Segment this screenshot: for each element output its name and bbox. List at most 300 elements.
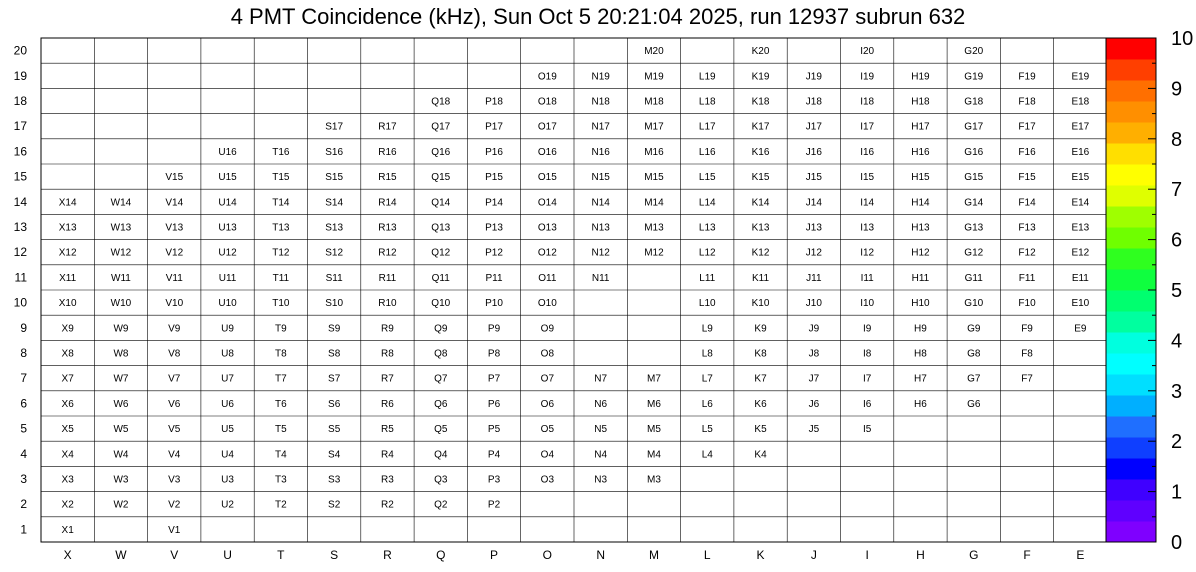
cell-label-P17: P17 <box>485 121 503 133</box>
cell-label-H17: H17 <box>911 121 930 133</box>
cell-label-G8: G8 <box>967 348 981 360</box>
cell-label-W10: W10 <box>110 298 132 310</box>
cell-label-H16: H16 <box>911 146 930 158</box>
cell-label-M3: M3 <box>646 474 661 486</box>
cell-label-U4: U4 <box>221 449 234 461</box>
cell-label-J16: J16 <box>805 146 822 158</box>
cell-label-G12: G12 <box>964 247 984 259</box>
cell-label-P15: P15 <box>485 172 503 184</box>
color-scale-tick-label: 10 <box>1171 28 1194 50</box>
cell-label-F12: F12 <box>1018 247 1036 259</box>
cell-label-P16: P16 <box>485 146 503 158</box>
color-scale-band <box>1106 437 1156 459</box>
cell-label-T12: T12 <box>272 247 290 259</box>
cell-label-W12: W12 <box>110 247 132 259</box>
x-tick-label: O <box>542 548 553 562</box>
cell-label-Q14: Q14 <box>431 197 451 209</box>
cell-label-S7: S7 <box>328 373 341 385</box>
cell-label-I10: I10 <box>860 298 875 310</box>
cell-label-H10: H10 <box>911 298 930 310</box>
cell-label-K7: K7 <box>754 373 767 385</box>
cell-label-U14: U14 <box>218 197 237 209</box>
cell-label-P8: P8 <box>487 348 501 360</box>
cell-label-L6: L6 <box>701 398 713 410</box>
cell-label-V11: V11 <box>165 272 183 284</box>
x-tick-label: F <box>1023 548 1031 562</box>
cell-label-K9: K9 <box>754 323 767 335</box>
cell-label-F19: F19 <box>1018 71 1036 83</box>
cell-label-F16: F16 <box>1018 146 1036 158</box>
cell-label-Q15: Q15 <box>431 172 451 184</box>
cell-label-Q7: Q7 <box>434 373 448 385</box>
cell-label-L11: L11 <box>699 272 716 284</box>
cell-label-E16: E16 <box>1071 146 1090 158</box>
cell-label-U5: U5 <box>221 424 234 436</box>
cell-label-W2: W2 <box>113 499 129 511</box>
cell-label-T8: T8 <box>275 348 287 360</box>
cell-label-L14: L14 <box>698 197 716 209</box>
cell-label-W3: W3 <box>113 474 129 486</box>
cell-label-Q13: Q13 <box>431 222 451 234</box>
cell-label-H13: H13 <box>911 222 930 234</box>
cell-label-M14: M14 <box>644 197 664 209</box>
cell-label-H12: H12 <box>911 247 930 259</box>
cell-label-J18: J18 <box>805 96 822 108</box>
cell-label-T3: T3 <box>275 474 287 486</box>
cell-label-W14: W14 <box>110 197 132 209</box>
cell-label-X9: X9 <box>61 323 74 335</box>
cell-label-W11: W11 <box>111 272 131 284</box>
x-tick-label: E <box>1076 548 1085 562</box>
color-scale-band <box>1106 122 1156 144</box>
cell-label-U11: U11 <box>218 272 237 284</box>
cell-label-N3: N3 <box>594 474 608 486</box>
cell-label-L17: L17 <box>698 121 716 133</box>
cell-label-W8: W8 <box>113 348 129 360</box>
cell-label-F15: F15 <box>1018 172 1036 184</box>
color-scale-band <box>1106 374 1156 396</box>
cell-label-W7: W7 <box>113 373 129 385</box>
cell-label-O9: O9 <box>540 323 555 335</box>
cell-label-M19: M19 <box>644 71 664 83</box>
cell-label-I11: I11 <box>860 272 874 284</box>
cell-label-L18: L18 <box>698 96 716 108</box>
cell-label-R2: R2 <box>381 499 394 511</box>
cell-label-O16: O16 <box>537 146 557 158</box>
cell-label-R9: R9 <box>381 323 394 335</box>
color-scale-band <box>1106 59 1156 81</box>
x-tick-label: H <box>916 548 925 562</box>
cell-label-I5: I5 <box>862 424 872 436</box>
color-scale-tick-label: 4 <box>1171 330 1183 353</box>
cell-label-U6: U6 <box>221 398 234 410</box>
cell-label-N19: N19 <box>591 71 610 83</box>
cell-label-S6: S6 <box>328 398 341 410</box>
cell-label-Q4: Q4 <box>434 449 448 461</box>
cell-label-V10: V10 <box>165 298 184 310</box>
cell-label-J9: J9 <box>808 323 820 335</box>
cell-label-X3: X3 <box>61 474 74 486</box>
cell-label-J17: J17 <box>805 121 822 133</box>
cell-label-E14: E14 <box>1071 197 1090 209</box>
cell-label-I15: I15 <box>860 172 875 184</box>
cell-label-R12: R12 <box>378 247 397 259</box>
y-tick-label: 4 <box>20 446 27 461</box>
cell-label-K4: K4 <box>754 449 767 461</box>
cell-label-Q11: Q11 <box>431 272 450 284</box>
cell-label-F13: F13 <box>1018 222 1036 234</box>
color-scale-band <box>1106 227 1156 249</box>
cell-label-P2: P2 <box>487 499 501 511</box>
cell-label-F11: F11 <box>1018 272 1036 284</box>
cell-label-X7: X7 <box>61 373 74 385</box>
cell-label-L10: L10 <box>698 298 716 310</box>
cell-label-P3: P3 <box>487 474 501 486</box>
color-scale-band <box>1106 80 1156 102</box>
cell-label-M5: M5 <box>646 424 661 436</box>
x-tick-label: S <box>330 548 339 562</box>
chart-title: 4 PMT Coincidence (kHz), Sun Oct 5 20:21:04 2025, run 12937 subrun 632 <box>230 4 966 29</box>
cell-label-H19: H19 <box>911 71 930 83</box>
x-axis <box>64 548 1085 562</box>
cell-label-N14: N14 <box>591 197 610 209</box>
cell-label-X4: X4 <box>61 449 74 461</box>
x-tick-label: J <box>810 548 817 562</box>
y-tick-label: 18 <box>13 94 27 108</box>
cell-label-K12: K12 <box>751 247 770 259</box>
cell-label-N6: N6 <box>594 398 608 410</box>
cell-label-I14: I14 <box>860 197 875 209</box>
color-scale-band <box>1106 164 1156 186</box>
cell-label-V1: V1 <box>168 524 181 536</box>
cell-label-S3: S3 <box>328 474 341 486</box>
cell-label-G15: G15 <box>964 172 984 184</box>
cell-label-U7: U7 <box>221 373 234 385</box>
cell-label-T16: T16 <box>272 146 290 158</box>
cell-label-O13: O13 <box>537 222 557 234</box>
cell-label-E11: E11 <box>1071 272 1089 284</box>
cell-label-R11: R11 <box>378 272 397 284</box>
cell-label-J15: J15 <box>805 172 822 184</box>
cell-label-I7: I7 <box>862 373 872 385</box>
cell-label-I16: I16 <box>860 146 875 158</box>
cell-label-S9: S9 <box>328 323 341 335</box>
cell-label-M12: M12 <box>644 247 664 259</box>
cell-label-U12: U12 <box>218 247 237 259</box>
color-scale-band <box>1106 269 1156 291</box>
y-tick-label: 12 <box>13 245 27 260</box>
cell-label-N15: N15 <box>591 172 610 184</box>
x-tick-label: G <box>969 548 979 562</box>
cell-label-O12: O12 <box>537 247 557 259</box>
cell-label-K15: K15 <box>751 172 770 184</box>
cell-label-K13: K13 <box>751 222 770 234</box>
cell-label-R14: R14 <box>378 197 397 209</box>
cell-label-R8: R8 <box>381 348 394 360</box>
cell-label-J19: J19 <box>805 71 822 83</box>
cell-label-O7: O7 <box>540 373 555 385</box>
cell-label-N5: N5 <box>594 424 608 436</box>
cell-label-M15: M15 <box>644 172 664 184</box>
cell-label-O3: O3 <box>540 474 555 486</box>
cell-label-P4: P4 <box>487 449 501 461</box>
cell-label-Q2: Q2 <box>434 499 448 511</box>
cell-label-H14: H14 <box>911 197 930 209</box>
x-tick-label: U <box>223 548 232 562</box>
x-tick-label: L <box>703 548 711 562</box>
cell-label-Q6: Q6 <box>434 398 448 410</box>
cell-label-H15: H15 <box>911 172 930 184</box>
cell-label-U2: U2 <box>221 499 234 511</box>
color-scale-tick-label: 2 <box>1171 431 1183 454</box>
cell-label-F14: F14 <box>1018 197 1036 209</box>
cell-label-K10: K10 <box>751 298 770 310</box>
x-tick-label: M <box>648 548 659 562</box>
x-tick-label: R <box>383 548 392 562</box>
cell-label-K8: K8 <box>754 348 767 360</box>
cell-label-W5: W5 <box>113 424 129 436</box>
cell-label-T15: T15 <box>272 172 290 184</box>
cell-label-X12: X12 <box>58 247 77 259</box>
cell-label-V5: V5 <box>168 424 181 436</box>
cell-label-S16: S16 <box>325 146 344 158</box>
cell-label-G19: G19 <box>964 71 984 83</box>
cell-label-H6: H6 <box>914 398 927 410</box>
cell-label-L8: L8 <box>701 348 713 360</box>
cell-label-F9: F9 <box>1021 323 1033 335</box>
cell-label-K16: K16 <box>751 146 770 158</box>
cell-label-G10: G10 <box>964 298 984 310</box>
cell-label-R6: R6 <box>381 398 394 410</box>
cell-label-E15: E15 <box>1071 172 1090 184</box>
color-scale-band <box>1106 353 1156 375</box>
cell-label-V13: V13 <box>165 222 184 234</box>
cell-label-W13: W13 <box>110 222 132 234</box>
cell-label-H18: H18 <box>911 96 930 108</box>
cell-label-R4: R4 <box>381 449 394 461</box>
y-tick-label: 7 <box>20 371 27 386</box>
cell-label-S4: S4 <box>328 449 341 461</box>
cell-label-K5: K5 <box>754 424 767 436</box>
cell-label-R13: R13 <box>378 222 397 234</box>
x-tick-label: W <box>115 548 127 562</box>
cell-label-H9: H9 <box>914 323 927 335</box>
cell-label-X11: X11 <box>59 272 77 284</box>
y-tick-label: 9 <box>20 320 27 335</box>
cell-label-X5: X5 <box>61 424 74 436</box>
color-scale-band <box>1106 311 1156 333</box>
cell-label-Q5: Q5 <box>434 424 448 436</box>
cell-label-T7: T7 <box>275 373 287 385</box>
cell-label-I8: I8 <box>862 348 872 360</box>
cell-label-T6: T6 <box>275 398 287 410</box>
color-scale-tick-label: 8 <box>1171 128 1183 151</box>
cell-label-F8: F8 <box>1021 348 1033 360</box>
cell-label-S5: S5 <box>328 424 341 436</box>
y-tick-label: 2 <box>20 497 27 512</box>
cell-label-T5: T5 <box>275 424 287 436</box>
cell-label-T10: T10 <box>272 298 290 310</box>
color-scale-tick-label: 5 <box>1171 280 1183 302</box>
cell-label-X14: X14 <box>58 197 77 209</box>
cell-label-J11: J11 <box>806 272 822 284</box>
cell-label-X1: X1 <box>61 524 74 536</box>
cell-label-W9: W9 <box>113 323 129 335</box>
cell-label-V2: V2 <box>168 499 181 511</box>
cell-label-V8: V8 <box>168 348 181 360</box>
x-tick-label: P <box>490 548 499 562</box>
cell-label-E9: E9 <box>1074 323 1087 335</box>
cell-label-Q8: Q8 <box>434 348 448 360</box>
cell-label-G14: G14 <box>964 197 984 209</box>
cell-label-P7: P7 <box>487 373 501 385</box>
cell-label-I9: I9 <box>862 323 872 335</box>
cell-label-P11: P11 <box>485 272 503 284</box>
y-tick-label: 14 <box>13 194 27 209</box>
y-axis <box>14 44 28 537</box>
cell-label-F17: F17 <box>1018 121 1036 133</box>
cell-label-J12: J12 <box>805 247 822 259</box>
cell-label-R17: R17 <box>378 121 397 133</box>
cell-label-J8: J8 <box>808 348 820 360</box>
cell-label-H8: H8 <box>914 348 927 360</box>
cell-label-S11: S11 <box>325 272 343 284</box>
cell-label-X10: X10 <box>58 298 77 310</box>
y-tick-label: 11 <box>14 270 27 285</box>
cell-label-R7: R7 <box>381 373 394 385</box>
cell-label-P10: P10 <box>485 298 503 310</box>
cell-label-L4: L4 <box>701 449 713 461</box>
cell-label-P18: P18 <box>485 96 503 108</box>
cell-label-J13: J13 <box>805 222 822 234</box>
cell-label-L13: L13 <box>698 222 716 234</box>
cell-label-E12: E12 <box>1071 247 1090 259</box>
color-scale-band <box>1106 458 1156 480</box>
cell-label-M7: M7 <box>646 373 661 385</box>
color-scale-band <box>1106 38 1156 60</box>
cell-label-N11: N11 <box>591 272 610 284</box>
cell-label-L9: L9 <box>701 323 713 335</box>
cell-label-P5: P5 <box>487 424 501 436</box>
cell-label-M4: M4 <box>646 449 661 461</box>
color-scale-tick-label: 6 <box>1171 229 1183 252</box>
cell-label-R3: R3 <box>381 474 394 486</box>
cell-label-M16: M16 <box>644 146 664 158</box>
color-scale-band <box>1106 290 1156 312</box>
cell-label-E17: E17 <box>1071 121 1090 133</box>
cell-label-L7: L7 <box>701 373 713 385</box>
cell-label-U10: U10 <box>218 298 237 310</box>
cell-label-Q3: Q3 <box>434 474 448 486</box>
cell-label-N18: N18 <box>591 96 610 108</box>
cell-label-V9: V9 <box>168 323 181 335</box>
x-tick-label: Q <box>436 548 446 562</box>
x-tick-label: X <box>63 548 72 562</box>
cell-label-H7: H7 <box>914 373 927 385</box>
cell-label-P13: P13 <box>485 222 503 234</box>
cell-label-Q10: Q10 <box>431 298 451 310</box>
color-scale-band <box>1106 185 1156 207</box>
y-tick-label: 16 <box>13 144 27 159</box>
cell-label-T9: T9 <box>275 323 287 335</box>
color-scale-band <box>1106 101 1156 123</box>
color-scale-band <box>1106 395 1156 417</box>
cell-label-U15: U15 <box>218 172 237 184</box>
x-tick-label: N <box>596 548 605 562</box>
cell-label-I19: I19 <box>860 71 875 83</box>
cell-label-J7: J7 <box>808 373 820 385</box>
cell-label-K19: K19 <box>751 71 770 83</box>
y-tick-label: 3 <box>20 472 27 486</box>
cell-label-T11: T11 <box>272 272 290 284</box>
cell-label-M17: M17 <box>644 121 664 133</box>
cell-label-X2: X2 <box>61 499 74 511</box>
cell-label-M20: M20 <box>644 46 664 58</box>
cell-label-G17: G17 <box>964 121 984 133</box>
x-tick-label: T <box>277 548 285 562</box>
color-scale <box>1106 28 1193 554</box>
cell-label-I20: I20 <box>860 46 875 58</box>
cell-label-G9: G9 <box>967 323 981 335</box>
y-tick-label: 13 <box>13 220 27 234</box>
cell-label-H11: H11 <box>911 272 930 284</box>
cell-label-O17: O17 <box>537 121 557 133</box>
cell-label-T13: T13 <box>272 222 290 234</box>
cell-label-G18: G18 <box>964 96 984 108</box>
color-scale-band <box>1106 416 1156 438</box>
cell-label-U9: U9 <box>221 323 234 335</box>
cell-label-N12: N12 <box>591 247 610 259</box>
cell-label-V14: V14 <box>165 197 184 209</box>
cell-label-R10: R10 <box>378 298 397 310</box>
x-tick-label: K <box>756 548 765 562</box>
cell-label-I17: I17 <box>860 121 875 133</box>
cell-label-M18: M18 <box>644 96 664 108</box>
y-tick-label: 6 <box>20 396 27 411</box>
cell-label-G16: G16 <box>964 146 984 158</box>
cell-label-E19: E19 <box>1071 71 1090 83</box>
cell-label-G7: G7 <box>967 373 981 385</box>
cell-label-L19: L19 <box>698 71 716 83</box>
cell-label-G13: G13 <box>964 222 984 234</box>
cell-label-V4: V4 <box>168 449 181 461</box>
cell-label-R15: R15 <box>378 172 397 184</box>
cell-label-F18: F18 <box>1018 96 1036 108</box>
cell-label-N16: N16 <box>591 146 610 158</box>
cell-label-Q18: Q18 <box>431 96 451 108</box>
cell-label-O14: O14 <box>537 197 557 209</box>
cell-label-V6: V6 <box>168 398 181 410</box>
cell-label-E10: E10 <box>1071 298 1090 310</box>
cell-label-O18: O18 <box>537 96 557 108</box>
cell-label-V3: V3 <box>168 474 181 486</box>
cell-label-O19: O19 <box>537 71 557 83</box>
cell-label-V7: V7 <box>168 373 181 385</box>
cell-label-J14: J14 <box>805 197 822 209</box>
color-scale-band <box>1106 521 1156 543</box>
cell-label-F10: F10 <box>1018 298 1036 310</box>
cell-label-S13: S13 <box>325 222 344 234</box>
cell-label-X13: X13 <box>58 222 77 234</box>
cell-label-O6: O6 <box>540 398 555 410</box>
cell-label-R16: R16 <box>378 146 397 158</box>
cell-label-P6: P6 <box>487 398 501 410</box>
cell-label-G20: G20 <box>964 46 984 58</box>
cell-label-G6: G6 <box>967 398 981 410</box>
cell-label-I18: I18 <box>860 96 875 108</box>
cell-label-S15: S15 <box>325 172 344 184</box>
cell-label-X8: X8 <box>61 348 74 360</box>
